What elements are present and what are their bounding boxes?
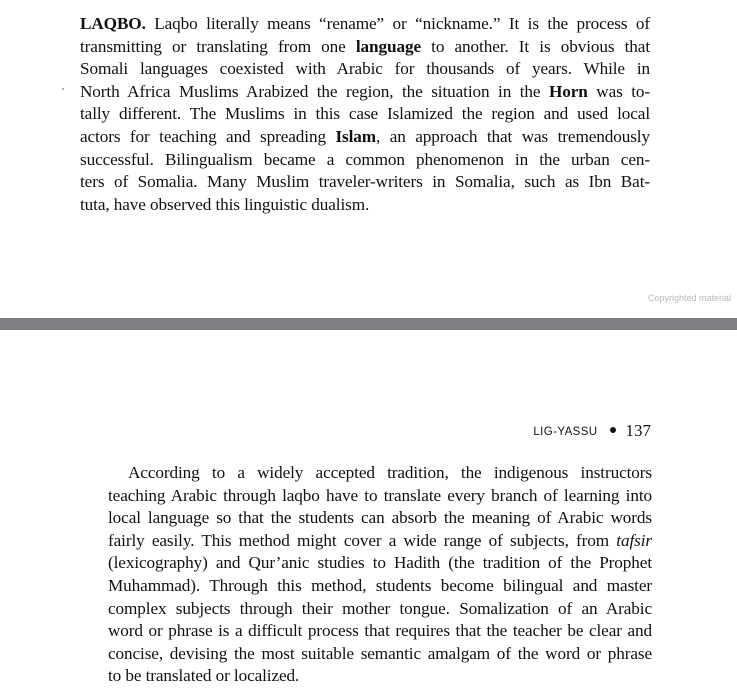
text-line xyxy=(80,126,650,149)
text-run: to be translated or localized. xyxy=(108,666,300,686)
text-line xyxy=(108,598,652,621)
text-line xyxy=(108,485,652,508)
text-line xyxy=(80,149,650,172)
text-run: Laqbo literally means “rename” or “nickname.” It is the process of xyxy=(145,14,650,33)
text-line xyxy=(80,103,650,126)
text-run: Muhammad). Through this method, students become bilingual and master xyxy=(108,575,652,595)
text-run: concise, devising the most suitable semantic amalgam of the word or phrase xyxy=(108,643,652,663)
text-line xyxy=(108,552,652,575)
text-run: According to a widely accepted tradition, the indigenous instructors xyxy=(128,463,652,482)
copyright-notice: Copyrighted material xyxy=(647,293,731,303)
text-run: actors for teaching and spreading xyxy=(80,126,336,146)
text-line xyxy=(80,81,650,104)
text-line xyxy=(108,575,652,598)
stray-mark xyxy=(62,88,64,90)
text-line xyxy=(108,507,652,530)
text-run: fairly easily. This method might cover a wide range of subjects, from xyxy=(108,530,617,550)
entry-term: LAQBO. xyxy=(80,14,146,33)
glossary-entry-laqbo xyxy=(80,13,650,216)
text-run: Somali languages coexisted with Arabic for thousands of years. While in xyxy=(80,59,650,79)
text-run: North Africa Muslims Arabized the region, the situation in the xyxy=(80,81,549,101)
text-line xyxy=(80,58,650,81)
cross-reference-term: language xyxy=(355,36,421,56)
text-run: teaching Arabic through laqbo have to translate every branch of learning into xyxy=(108,485,652,505)
text-line xyxy=(80,194,650,217)
text-line xyxy=(80,171,650,194)
text-run: (lexicography) and Qur’anic studies to Hadith (the tradition of the Prophet xyxy=(108,553,652,573)
text-run: word or phrase is a difficult process that requires that the teacher be clear and xyxy=(108,621,652,641)
bullet-icon xyxy=(610,427,616,433)
body-paragraph xyxy=(108,462,652,688)
italic-term: tafsir xyxy=(616,530,652,550)
text-run: tuta, have observed this linguistic dualism. xyxy=(80,194,370,214)
text-run: tally different. The Muslims in this case Islamized the region and used local xyxy=(80,104,650,124)
text-line xyxy=(80,36,650,59)
text-line xyxy=(108,665,652,688)
page-number: 137 xyxy=(625,421,651,440)
text-run: ters of Somalia. Many Muslim traveler-writers in Somalia, such as Ibn Bat- xyxy=(80,172,650,192)
text-run: was to- xyxy=(587,81,651,101)
text-line xyxy=(108,530,652,553)
text-line xyxy=(108,643,652,666)
page-separator xyxy=(0,318,737,330)
cross-reference-term: Horn xyxy=(548,81,588,101)
text-run: successful. Bilingualism became a common phenomenon in the urban cen- xyxy=(80,149,650,169)
running-head-title: LIG-YASSU xyxy=(533,426,598,438)
text-run: , an approach that was tremendously xyxy=(376,126,650,146)
text-line xyxy=(108,462,652,485)
top-page xyxy=(0,0,737,318)
text-line xyxy=(80,13,650,36)
running-head xyxy=(533,421,651,441)
text-run: complex subjects through their mother tongue. Somalization of an Arabic xyxy=(108,598,652,618)
text-run: local language so that the students can absorb the meaning of Arabic words xyxy=(108,508,652,528)
cross-reference-term: Islam xyxy=(335,126,377,146)
text-line xyxy=(108,620,652,643)
text-run: to another. It is obvious that xyxy=(420,36,650,56)
text-run: transmitting or translating from one xyxy=(80,36,356,56)
